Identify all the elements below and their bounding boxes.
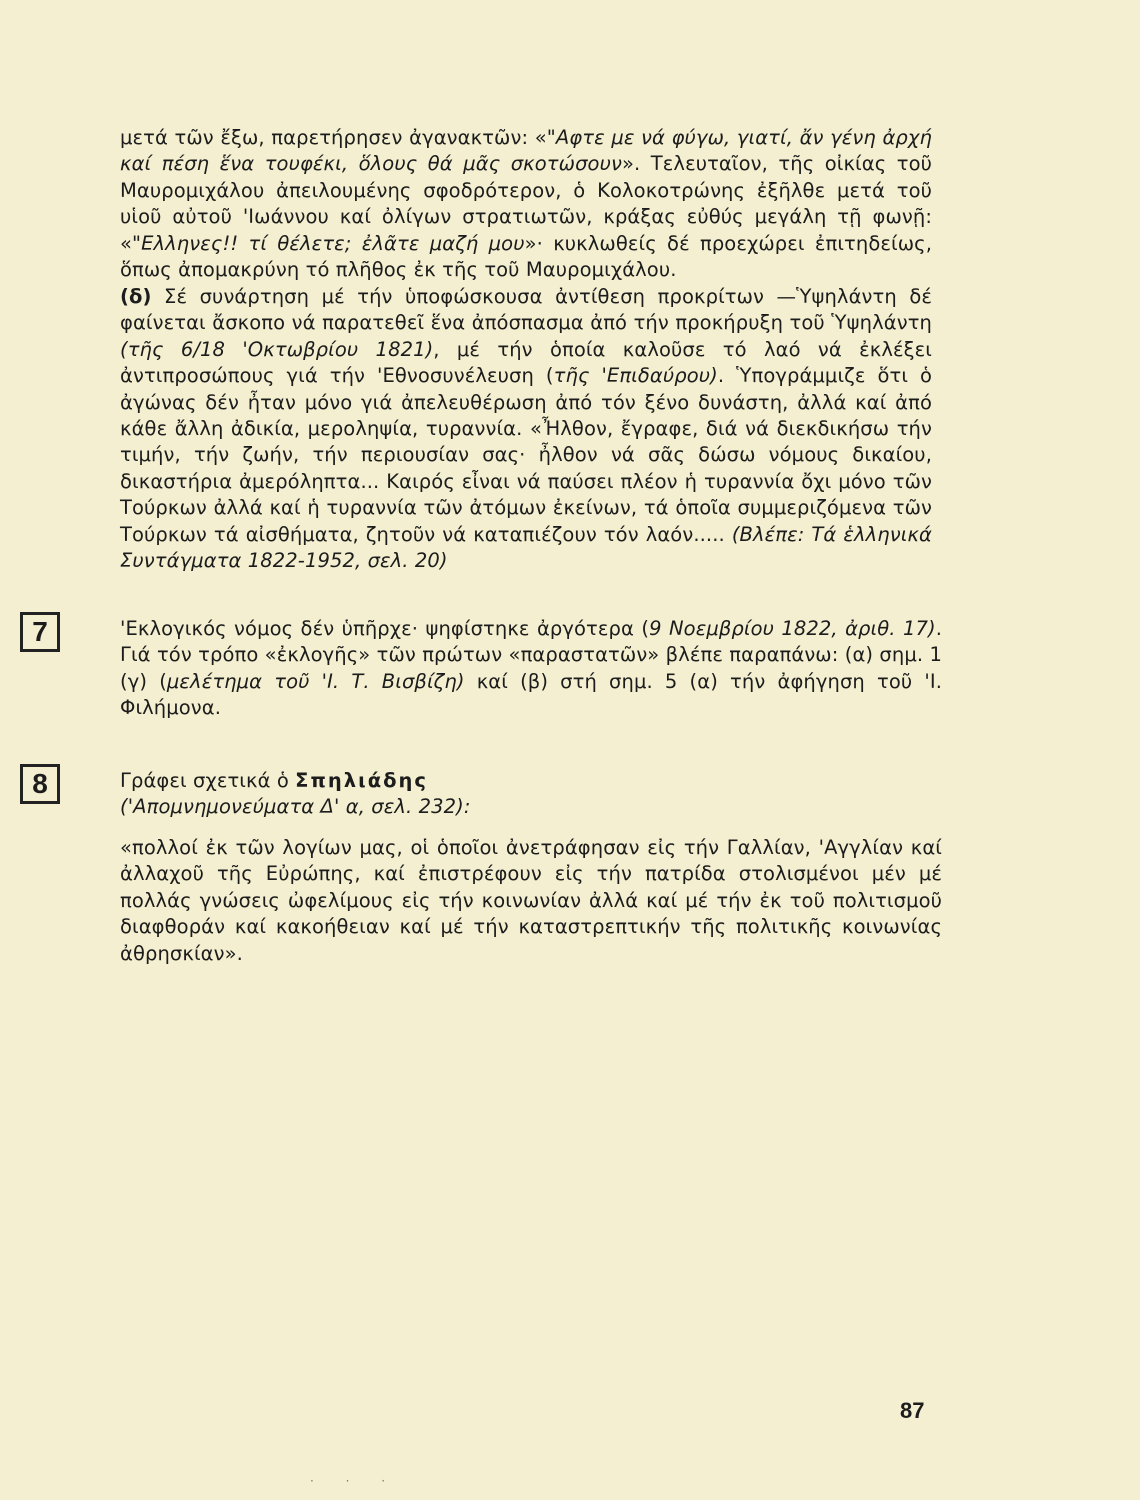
italic-ref: μελέτημα τοῦ 'Ι. Τ. Βισβίζη) [166,669,465,693]
italic-ref: τῆς 'Επιδαύρου) [553,364,718,388]
paragraph-kolokotronis [120,125,932,283]
note-8-quote [120,835,942,967]
italic-source: ('Απομνημονεύματα Δ' α, σελ. 232): [120,795,471,819]
paragraph-d-ypsilantis [120,284,932,574]
text: «πολλοί ἐκ τῶν λογίων μας, οἱ ὁποῖοι ἀνετράφησαν εἰς τήν Γαλλίαν, 'Αγγλίαν καί ἀλλαχοῦ τῆς Εὐρώπης, καί ἐπιστρέφουν εἰς τήν πατρίδα στολισμένοι μέν μέ πολλάς γνώσεις ὠφελίμους εἰς τήν κοινωνίαν ἀλλά καί μέ τήν ἐκ τοῦ πολιτισμοῦ διαφθοράν καί κακοήθειαν καί μέ τήν καταστρεπτικήν τῆς πολιτικῆς κοινωνίας ἀθρησκίαν». [120,836,942,965]
italic-ref: 9 Νοεμβρίου 1822, ἀριθ. 17) [649,617,936,640]
text: , μέ τήν ὁποία καλοῦσε τό λαό νά ἐκλέξει ἀντιπροσώπους γιά τήν 'Εθνοσυνέλευση ( [120,337,932,388]
text: Σέ συνάρτηση μέ τήν ὑποφώσκουσα ἀντίθεση προκρίτων —Ὑψηλάντη δέ φαίνεται ἄσκοπο νά παρατεθεῖ ἕνα ἀπόσπασμα ἀπό τήν προκήρυξη τοῦ Ὑψηλάντη [120,285,932,335]
italic-ref: (τῆς 6/18 'Οκτωβρίου 1821) [120,337,434,361]
text: Γράφει σχετικά ὁ [120,769,296,792]
text: ». Τελευταῖον, τῆς οἰκίας τοῦ Μαυρομιχάλου ἀπειλουμένης σφοδρότερον, ὁ Κολοκοτρώνης ἐξῆλθε μετά τοῦ υἱοῦ αὐτοῦ 'Ιωάννου καί ὀλίγων στρατιωτῶν, κράξας εὐθύς μεγάλη τῇ φωνῇ: « [120,152,932,255]
note-8-heading [120,768,942,821]
text: . Ὑπογράμμιζε ὅτι ὁ ἀγώνας δέν ἦταν μόνο γιά ἀπελευθέρωση ἀπό τόν ξένο δυνάστη, ἀλλά καί ἀπό κάθε ἄλλη ἀδικία, μεροληψία, τυραννία. «Ἦλθον, ἔγραφε, διά νά διεκδικήσω τήν τιμήν, τήν ζωήν, τήν περιουσίαν σας· ἦλθον νά σᾶς δώσω νόμους δικαίου, δικαστήρια ἀμερόληπτα... Καιρός εἶναι νά παύσει πλέον ἡ τυραννία ὄχι μόνο τῶν Τούρκων ἀλλά καί ἡ τυραννία τῶν ἀτόμων ἐκείνων, τά ὁποῖα συμμεριζόμενα τῶν Τούρκων τά αἰσθήματα, ζητοῦν νά καταπιέζουν τόν λαόν..... [120,364,933,546]
note-7-text [120,616,942,722]
scan-specks: · · · [310,1474,400,1488]
section-label: (δ) [120,285,152,308]
note-number-box: 8 [20,764,60,804]
author-name: Σπηλιάδης [295,769,428,792]
text: »· κυκλωθείς δέ προεχώρει ἐπιτηδείως, ὅπως ἀπομακρύνη τό πλῆθος ἐκ τῆς τοῦ Μαυρομιχάλου. [120,231,932,282]
text: . Γιά τόν τρόπο «ἐκλογῆς» τῶν πρώτων «παραστατῶν» βλέπε παραπάνω: (α) σημ. 1 (γ) ( [120,617,942,693]
text: μετά τῶν ἔξω, παρετήρησεν ἀγανακτῶν: « [120,126,547,149]
italic-citation: (Βλέπε: Τά ἑλληνικά Συντάγματα 1822-1952, σελ. 20) [120,522,933,573]
text: καί (β) στή σημ. 5 (α) τήν ἀφήγηση τοῦ 'Ι. Φιλήμονα. [120,669,943,720]
italic-quote: "Αφτε με νά φύγω, γιατί, ἄν γένη ἀρχή καί πέση ἕνα τουφέκι, ὅλους θά μᾶς σκοτώσουν [120,126,932,176]
note-number-box: 7 [20,612,60,652]
page-number: 87 [900,1398,925,1423]
text: 'Εκλογικός νόμος δέν ὑπῆρχε· ψηφίστηκε ἀργότερα ( [120,617,650,640]
italic-quote: "Ελληνες!! τί θέλετε; ἐλᾶτε μαζή μου [132,231,525,255]
